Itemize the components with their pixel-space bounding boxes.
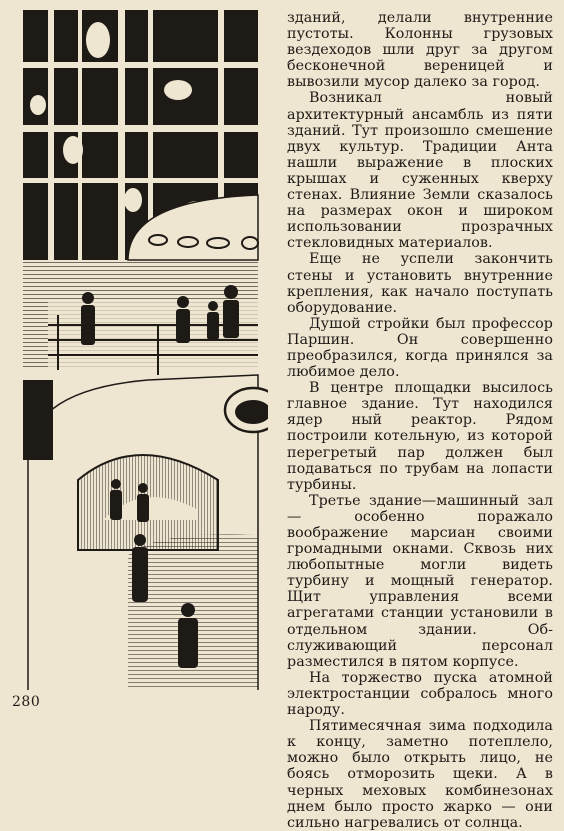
paragraph-3: Еще не успели закончить стены и установить внутренние крепления, как начало поступать оборудование. [287,251,553,316]
paragraph-7: На торжество пуска атомной электростанции собралось много народу. [287,669,553,719]
paragraph-2: Возникал новый архитектурный ансамбль из пяти зданий. Тут произошло смешение двух культур. Традиции Анта нашли выражение в плоских крышах и суженных кверху стенах. Влияние Земли сказалось на размерах окон и широком использовании прозрачных стекловидных материалов. [287,90,554,252]
paragraph-5: В центре площадки высилось главное здание. Тут находился ядер ный реактор. Рядом построили котельную, из которой перегретый пар должен был подаваться по трубам на лопасти турбины. [287,380,553,493]
page-number: 280 [12,694,41,710]
building-illustration [18,10,268,690]
paragraph-1: зданий, делали внутренние пустоты. Колонны грузовых вездеходов шли друг за другом бесконечной вереницей и вывозили мусор далеко за город. [287,10,553,91]
paragraph-6: Третье здание—машинный зал— особенно поражало воображение марсиан своими громадными окнами. Сквозь них любопытные могли видеть турбину и мощный генератор. Щит управления всеми агрегатами станции установили в отдельном здании. Обслуживающий персонал разместился в пятом корпусе. [287,492,554,670]
paragraph-4: Душой стройки был профессор Паршин. Он совершенно преобразился, когда принялся за любимое дело. [287,315,553,381]
paragraph-8: Пятимесячная зима подходила к концу, заметно потеплело, можно было открыть лицо, не боясь отморозить щеки. А в черных меховых комбинезонах днем было просто жарко — они сильно нагревались от солнца. [287,718,553,831]
text-column [287,10,553,831]
